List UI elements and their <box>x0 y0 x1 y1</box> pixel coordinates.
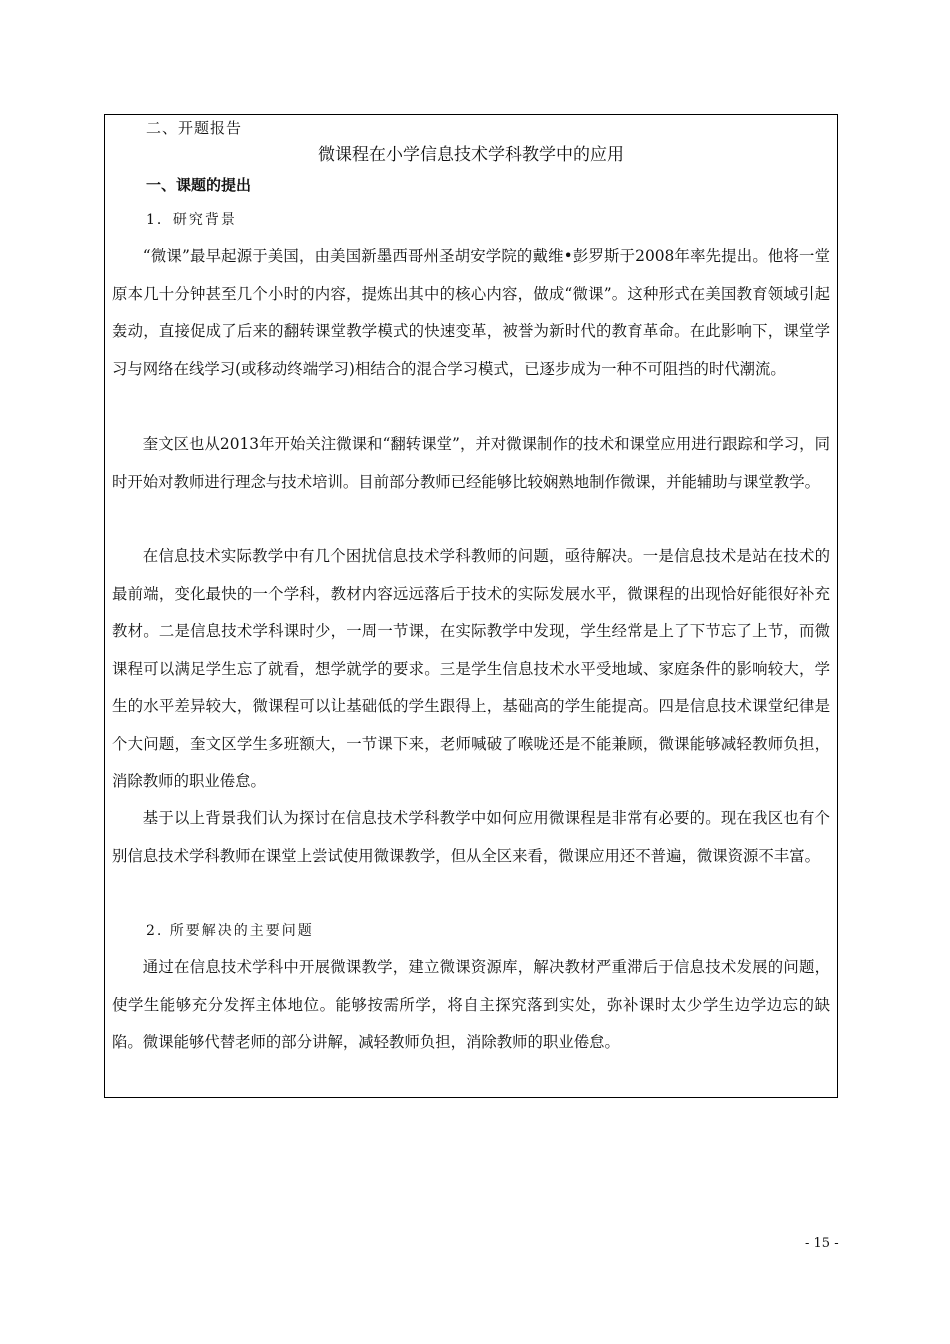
subheading-main-problems: 2. 所要解决的主要问题 <box>146 923 314 939</box>
paragraph: 通过在信息技术学科中开展微课教学，建立微课资源库，解决教材严重滞后于信息技术发展的问题，使学生能够充分发挥主体地位。能够按需所学，将自主探究落到实处，弥补课时太少学生边学边忘的缺陷。微课能够代替老师的部分讲解，减轻教师负担，消除教师的职业倦怠。 <box>112 958 830 1051</box>
paragraph: 奎文区也从2013年开始关注微课和“翻转课堂”，并对微课制作的技术和课堂应用进行跟踪和学习，同时开始对教师进行理念与技术培训。目前部分教师已经能够比较娴熟地制作微课，并能辅助与课堂教学。 <box>112 435 830 491</box>
subheading-research-background: 1．研究背景 <box>146 212 237 228</box>
document-title: 微课程在小学信息技术学科教学中的应用 <box>318 145 624 165</box>
paragraph: 基于以上背景我们认为探讨在信息技术学科教学中如何应用微课程是非常有必要的。现在我区也有个别信息技术学科教师在课堂上尝试使用微课教学，但从全区来看，微课应用还不普遍，微课资源不丰富。 <box>112 809 830 865</box>
section-tag: 二、开题报告 <box>146 119 243 137</box>
page-number: - 15 - <box>805 1236 839 1251</box>
section-heading: 一、课题的提出 <box>146 176 252 194</box>
paragraph: 在信息技术实际教学中有几个困扰信息技术学科教师的问题，亟待解决。一是信息技术是站在技术的最前端，变化最快的一个学科，教材内容远远落后于技术的实际发展水平，微课程的出现恰好能很好补充教材。二是信息技术学科课时少，一周一节课，在实际教学中发现，学生经常是上了下节忘了上节，而微课程可以满足学生忘了就看，想学就学的要求。三是学生信息技术水平受地域、家庭条件的影响较大，学生的水平差异较大，微课程可以让基础低的学生跟得上，基础高的学生能提高。四是信息技术课堂纪律是个大问题，奎文区学生多班额大，一节课下来，老师喊破了喉咙还是不能兼顾，微课能够减轻教师负担，消除教师的职业倦怠。 <box>112 547 830 790</box>
paragraph: “微课”最早起源于美国，由美国新墨西哥州圣胡安学院的戴维•彭罗斯于2008年率先提出。他将一堂原本几十分钟甚至几个小时的内容，提炼出其中的核心内容，做成“微课”。这种形式在美国教育领域引起轰动，直接促成了后来的翻转课堂教学模式的快速变革，被誉为新时代的教育革命。在此影响下，课堂学习与网络在线学习(或移动终端学习)相结合的混合学习模式，已逐步成为一种不可阻挡的时代潮流。 <box>112 247 830 378</box>
